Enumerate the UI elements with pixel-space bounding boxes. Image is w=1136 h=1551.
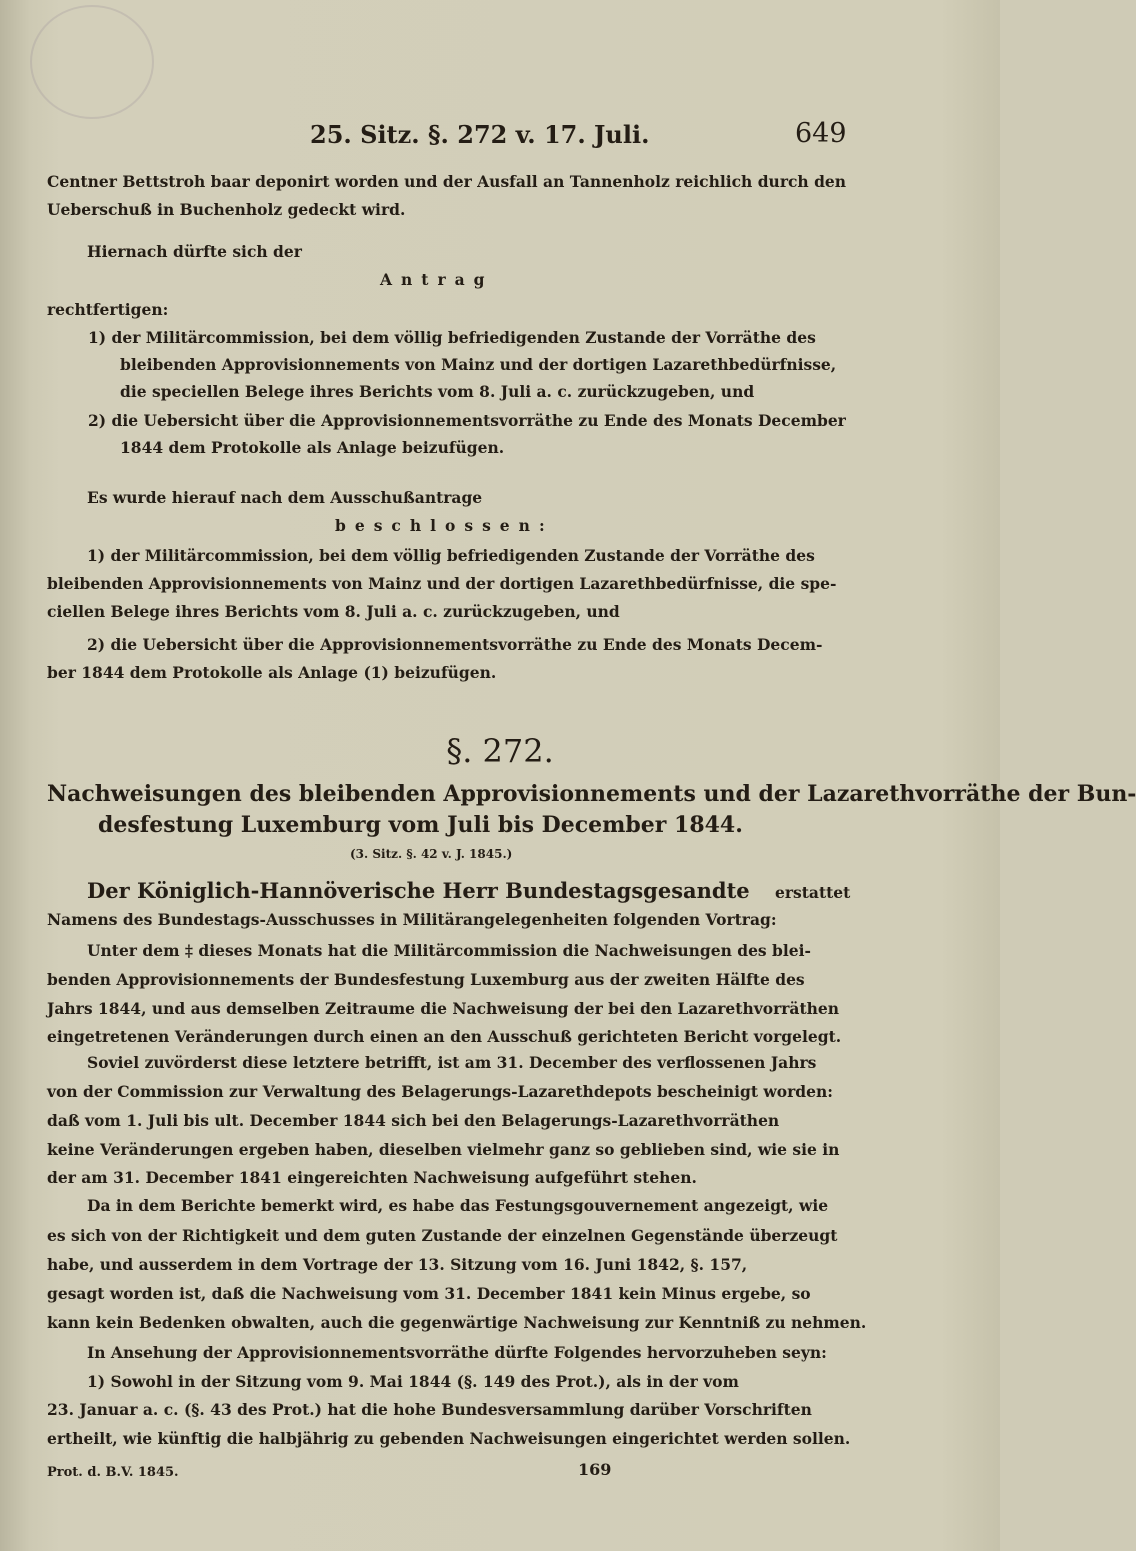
text-line: Soviel zuvörderst diese letztere betrifft, ist am 31. December des verflossenen Jahrs — [87, 1053, 817, 1072]
footer-signature: Prot. d. B.V. 1845. — [47, 1465, 179, 1480]
text-line: habe, und ausserdem in dem Vortrage der 13. Sitzung vom 16. Juni 1842, §. 157, — [47, 1255, 748, 1274]
antrag-heading: Antrag — [380, 270, 494, 289]
text-line: es sich von der Richtigkeit und dem guten Zustande der einzelnen Gegenstände überzeugt — [47, 1226, 838, 1245]
text-line: Hiernach dürfte sich der — [87, 242, 302, 261]
text-line: Ueberschuß in Buchenholz gedeckt wird. — [47, 200, 406, 219]
text-line: eingetretenen Veränderungen durch einen an den Ausschuß gerichteten Bericht vorgelegt. — [47, 1027, 842, 1046]
text-line: bleibenden Approvisionnements von Mainz und der dortigen Lazarethbedürfnisse, die spe- — [47, 574, 837, 593]
text-line: 2) die Uebersicht über die Approvisionnementsvorräthe zu Ende des Monats Decem- — [87, 635, 823, 654]
text-line: ertheilt, wie künftig die halbjährig zu gebenden Nachweisungen eingerichtet werden sollen. — [47, 1429, 851, 1448]
text-line: bleibenden Approvisionnements von Mainz und der dortigen Lazarethbedürfnisse, — [120, 355, 837, 374]
text-line: gesagt worden ist, daß die Nachweisung vom 31. December 1841 kein Minus ergebe, so — [47, 1284, 811, 1303]
section-reference: (3. Sitz. §. 42 v. J. 1845.) — [350, 847, 513, 861]
text-line: 2) die Uebersicht über die Approvisionnementsvorräthe zu Ende des Monats December — [88, 411, 846, 430]
text-line: Namens des Bundestags-Ausschusses in Militärangelegenheiten folgenden Vortrag: — [47, 910, 777, 929]
sheet-number: 169 — [578, 1460, 612, 1479]
text-line: kann kein Bedenken obwalten, auch die gegenwärtige Nachweisung zur Kenntniß zu nehmen. — [47, 1313, 867, 1332]
section-title-line: Nachweisungen des bleibenden Approvisionnements und der Lazarethvorräthe der Bun- — [47, 781, 1136, 807]
text-line: ber 1844 dem Protokolle als Anlage (1) beizufügen. — [47, 663, 497, 682]
text-line: 1844 dem Protokolle als Anlage beizufügen. — [120, 438, 505, 457]
text-line: 1) Sowohl in der Sitzung vom 9. Mai 1844 (§. 149 des Prot.), als in der vom — [87, 1372, 739, 1391]
text-line: benden Approvisionnements der Bundesfestung Luxemburg aus der zweiten Hälfte des — [47, 970, 805, 989]
text-line: daß vom 1. Juli bis ult. December 1844 sich bei den Belagerungs-Lazarethvorräthen — [47, 1111, 780, 1130]
text-line: Unter dem ‡ dieses Monats hat die Militärcommission die Nachweisungen des blei- — [87, 941, 811, 960]
text-line: 1) der Militärcommission, bei dem völlig befriedigenden Zustande der Vorräthe des — [87, 546, 815, 565]
text-line: Centner Bettstroh baar deponirt worden und der Ausfall an Tannenholz reichlich durch den — [47, 172, 847, 191]
text-line: ciellen Belege ihres Berichts vom 8. Juli a. c. zurückzugeben, und — [47, 602, 620, 621]
running-head: 25. Sitz. §. 272 v. 17. Juli. — [310, 120, 650, 149]
text-line: Es wurde hierauf nach dem Ausschußantrage — [87, 488, 483, 507]
text-line: erstattet — [775, 883, 851, 902]
section-number: §. 272. — [446, 732, 554, 770]
library-stamp — [30, 5, 154, 119]
text-line: Da in dem Berichte bemerkt wird, es habe das Festungsgouvernement angezeigt, wie — [87, 1196, 829, 1215]
text-line: die speciellen Belege ihres Berichts vom 8. Juli a. c. zurückzugeben, und — [120, 382, 755, 401]
text-line: von der Commission zur Verwaltung des Belagerungs-Lazarethdepots bescheinigt worden: — [47, 1082, 833, 1101]
speaker-name: Der Königlich-Hannöverische Herr Bundestagsgesandte — [87, 878, 750, 903]
text-line: In Ansehung der Approvisionnementsvorräthe dürfte Folgendes hervorzuheben seyn: — [87, 1343, 827, 1362]
text-line: der am 31. December 1841 eingereichten Nachweisung aufgeführt stehen. — [47, 1168, 697, 1187]
text-line: Jahrs 1844, und aus demselben Zeitraume die Nachweisung der bei den Lazarethvorräthen — [47, 999, 840, 1018]
text-line: 23. Januar a. c. (§. 43 des Prot.) hat die hohe Bundesversammlung darüber Vorschriften — [47, 1400, 812, 1419]
text-line: rechtfertigen: — [47, 300, 169, 319]
text-line: 1) der Militärcommission, bei dem völlig befriedigenden Zustande der Vorräthe des — [88, 328, 816, 347]
beschlossen-heading: beschlossen: — [335, 516, 554, 535]
text-line: keine Veränderungen ergeben haben, dieselben vielmehr ganz so geblieben sind, wie sie in — [47, 1140, 840, 1159]
section-title-line: desfestung Luxemburg vom Juli bis December 1844. — [98, 812, 743, 838]
page-number: 649 — [795, 118, 847, 149]
